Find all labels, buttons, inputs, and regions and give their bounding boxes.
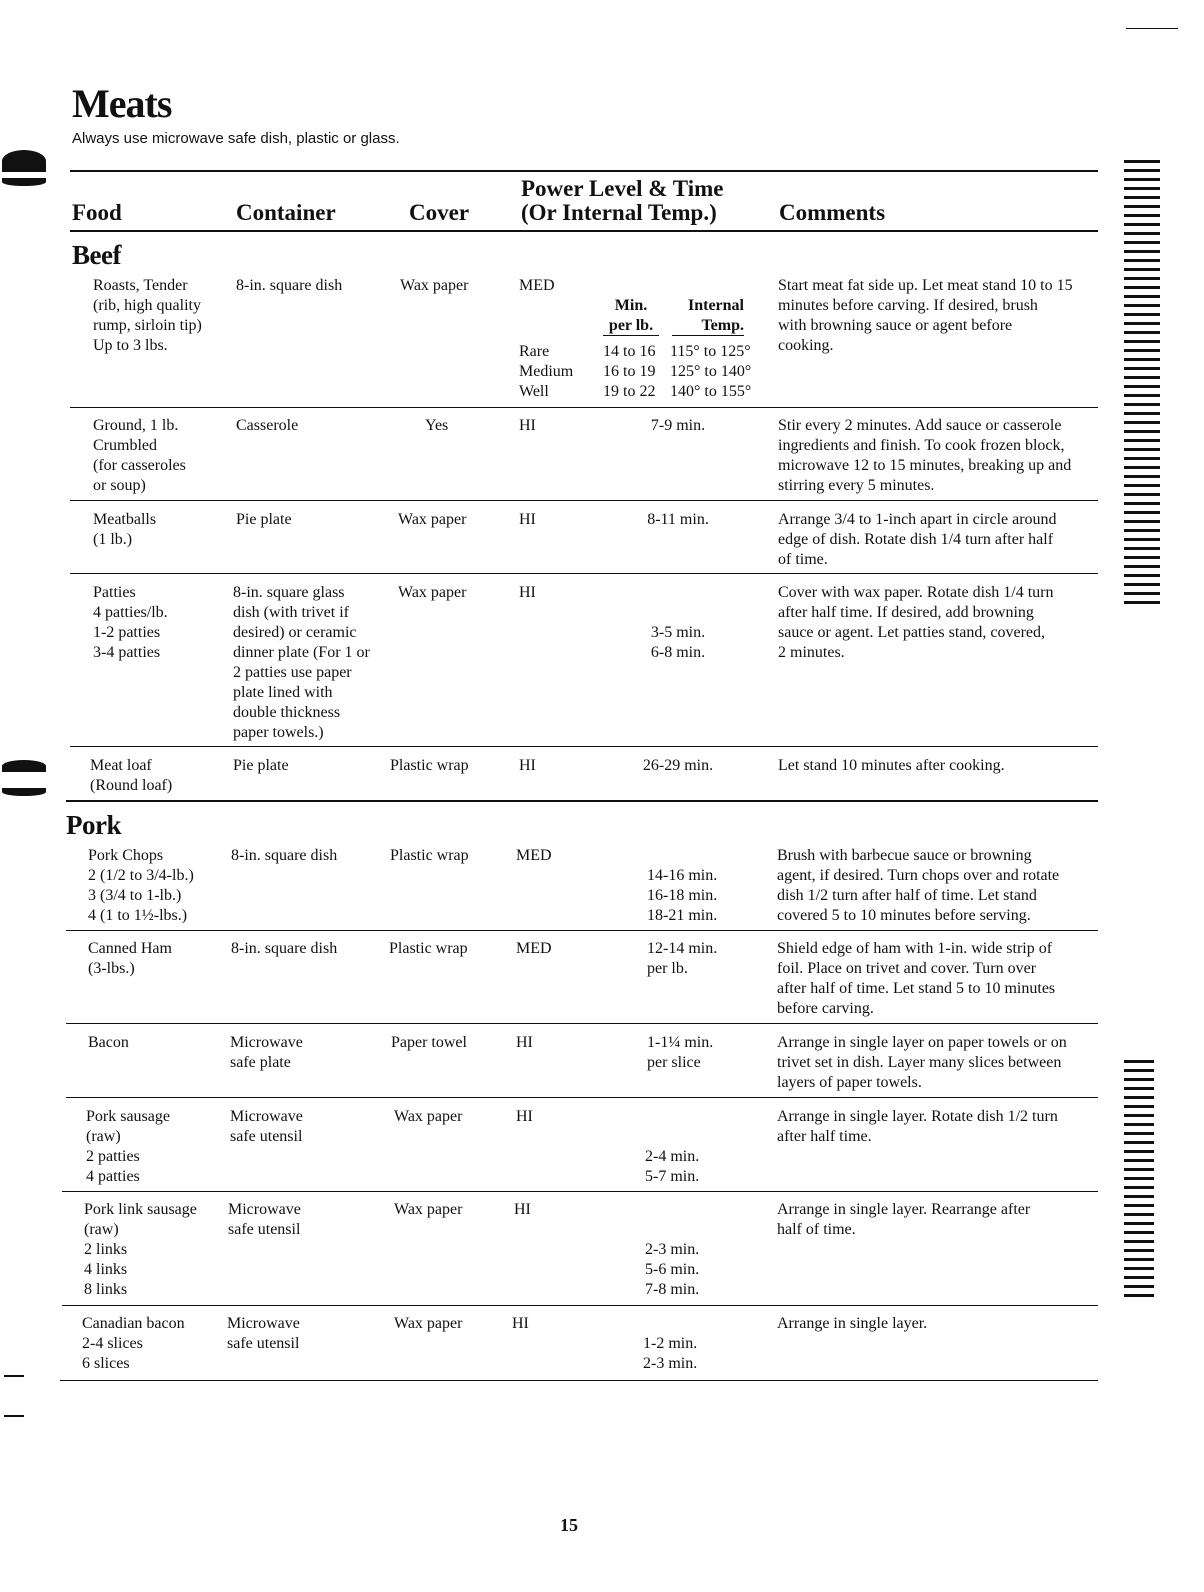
row-cover: Plastic wrap [389, 940, 468, 957]
binder-mark-icon [2, 788, 46, 796]
row-time: 2-3 min. 5-6 min. 7-8 min. [645, 1241, 700, 1298]
row-comments: Brush with barbecue sauce or browning agent, if desired. Turn chops over and rotate dish 1/2 turn after half of time. Let stand covered 5 to 10 minutes before serving. [777, 847, 1060, 924]
header-cover: Cover [409, 200, 470, 225]
row-comments: Let stand 10 minutes after cooking. [778, 757, 1005, 774]
row-cover: Wax paper [398, 584, 467, 601]
margin-tick [1126, 28, 1178, 29]
row-divider [70, 573, 1098, 574]
roast-minutes: 14 to 16 16 to 19 19 to 22 [603, 343, 656, 400]
header-internal-temp: (Or Internal Temp.) [521, 200, 717, 225]
header-top-rule [70, 170, 1098, 172]
row-power: HI [516, 1034, 533, 1051]
scan-marks-bottom [1124, 1060, 1154, 1300]
row-container: Pie plate [233, 757, 289, 774]
binder-mark-icon [2, 178, 46, 186]
header-bottom-rule [70, 230, 1098, 232]
row-divider [62, 1191, 1098, 1192]
row-time: 1-1¼ min. per slice [647, 1034, 714, 1071]
row-cover: Wax paper [394, 1201, 463, 1218]
row-comments: Shield edge of ham with 1-in. wide strip of foil. Place on trivet and cover. Turn over after half of time. Let stand 5 to 10 minutes before carving. [777, 940, 1056, 1017]
row-container: Casserole [236, 417, 299, 434]
margin-tick [4, 1415, 24, 1417]
page-title: Meats [72, 81, 172, 126]
row-power: HI [519, 584, 536, 601]
row-divider [66, 930, 1098, 931]
row-comments: Stir every 2 minutes. Add sauce or casserole ingredients and finish. To cook frozen block, microwave 12 to 15 minutes, breaking up and stirring every 5 minutes. [778, 417, 1072, 494]
binder-mark-icon [2, 150, 46, 172]
row-comments: Arrange in single layer. [777, 1315, 928, 1332]
row-cover: Wax paper [394, 1315, 463, 1332]
header-comments: Comments [779, 200, 886, 225]
row-container: 8-in. square glass dish (with trivet if desired) or ceramic dinner plate (For 1 or 2 patties use paper plate lined with double thickness paper towels.) [233, 584, 370, 741]
roast-comments: Start meat fat side up. Let meat stand 10 to 15 minutes before carving. If desired, brush with browning sauce or agent before cooking. [778, 277, 1073, 354]
row-divider [66, 1023, 1098, 1024]
roast-temp-underline [672, 335, 744, 336]
row-food: Meatballs (1 lb.) [93, 511, 157, 548]
row-time: 7-9 min. [650, 417, 706, 434]
row-divider [66, 1097, 1098, 1098]
row-time: 2-4 min. 5-7 min. [645, 1148, 700, 1185]
roast-min-underline [603, 335, 659, 336]
row-container: 8-in. square dish [231, 847, 338, 864]
row-comments: Arrange in single layer on paper towels or on trivet set in dish. Layer many slices between layers of paper towels. [777, 1034, 1067, 1091]
row-power: MED [516, 940, 552, 957]
row-power: MED [516, 847, 552, 864]
row-time: 3-5 min. 6-8 min. [650, 624, 706, 661]
row-time: 14-16 min. 16-18 min. 18-21 min. [647, 867, 718, 924]
row-container: Microwave safe utensil [228, 1201, 301, 1238]
margin-tick [4, 1375, 24, 1377]
header-food: Food [72, 200, 122, 225]
row-food: Ground, 1 lb. Crumbled (for casseroles or soup) [93, 417, 186, 494]
row-power: HI [514, 1201, 531, 1218]
table-bottom-rule [60, 1380, 1098, 1381]
row-comments: Cover with wax paper. Rotate dish 1/4 turn after half time. If desired, add browning sauce or agent. Let patties stand, covered, 2 minutes. [778, 584, 1054, 661]
row-food: Canned Ham (3-lbs.) [88, 940, 172, 977]
row-food: Canadian bacon 2-4 slices 6 slices [82, 1315, 185, 1372]
row-cover: Wax paper [394, 1108, 463, 1125]
roast-power: MED [519, 277, 555, 294]
row-cover: Wax paper [398, 511, 467, 528]
row-divider [62, 1305, 1098, 1306]
roast-food: Roasts, Tender (rib, high quality rump, sirloin tip) Up to 3 lbs. [93, 277, 202, 354]
row-container: Microwave safe utensil [230, 1108, 303, 1145]
row-comments: Arrange in single layer. Rotate dish 1/2 turn after half time. [777, 1108, 1058, 1145]
row-container: 8-in. square dish [231, 940, 338, 957]
row-comments: Arrange in single layer. Rearrange after half of time. [777, 1201, 1031, 1238]
row-time: 1-2 min. 2-3 min. [643, 1335, 698, 1372]
scan-marks-top [1124, 160, 1160, 610]
row-cover: Plastic wrap [390, 847, 469, 864]
row-container: Microwave safe utensil [227, 1315, 300, 1352]
row-cover: Plastic wrap [390, 757, 469, 774]
row-power: HI [519, 511, 536, 528]
roast-cover: Wax paper [400, 277, 469, 294]
row-food: Pork link sausage (raw) 2 links 4 links 8 links [84, 1201, 197, 1298]
row-comments: Arrange 3/4 to 1-inch apart in circle around edge of dish. Rotate dish 1/4 turn after half of time. [778, 511, 1057, 568]
row-power: HI [512, 1315, 529, 1332]
row-divider [70, 500, 1098, 501]
row-cover: Yes [425, 417, 449, 434]
binder-mark-icon [2, 760, 46, 772]
roast-container: 8-in. square dish [236, 277, 343, 294]
row-divider [70, 746, 1098, 747]
row-power: HI [519, 417, 536, 434]
roast-min-header: Min. per lb. [608, 297, 654, 334]
row-power: HI [519, 757, 536, 774]
row-cover: Paper towel [391, 1034, 467, 1051]
row-food: Bacon [88, 1034, 129, 1051]
row-time: 12-14 min. per lb. [647, 940, 718, 977]
row-food: Pork Chops 2 (1/2 to 3/4-lb.) 3 (3/4 to 1-lb.) 4 (1 to 1½-lbs.) [88, 847, 194, 924]
section-pork: Pork [66, 810, 121, 840]
section-beef: Beef [72, 240, 121, 270]
row-food: Meat loaf (Round loaf) [90, 757, 173, 794]
header-power-level: Power Level & Time [521, 176, 724, 201]
row-container: Microwave safe plate [230, 1034, 303, 1071]
roast-doneness: Rare Medium Well [519, 343, 574, 400]
section-divider [66, 800, 1098, 802]
row-food: Pork sausage (raw) 2 patties 4 patties [86, 1108, 170, 1185]
roast-temps: 115° to 125° 125° to 140° 140° to 155° [670, 343, 752, 400]
row-food: Patties 4 patties/lb. 1-2 patties 3-4 patties [93, 584, 168, 661]
page-number: 15 [560, 1515, 578, 1535]
header-container: Container [236, 200, 336, 225]
row-power: HI [516, 1108, 533, 1125]
row-time: 8-11 min. [647, 511, 709, 528]
row-divider [70, 407, 1098, 408]
page-subtitle: Always use microwave safe dish, plastic or glass. [72, 130, 400, 147]
row-container: Pie plate [236, 511, 292, 528]
roast-temp-header: Internal Temp. [688, 297, 744, 334]
row-time: 26-29 min. [642, 757, 714, 774]
